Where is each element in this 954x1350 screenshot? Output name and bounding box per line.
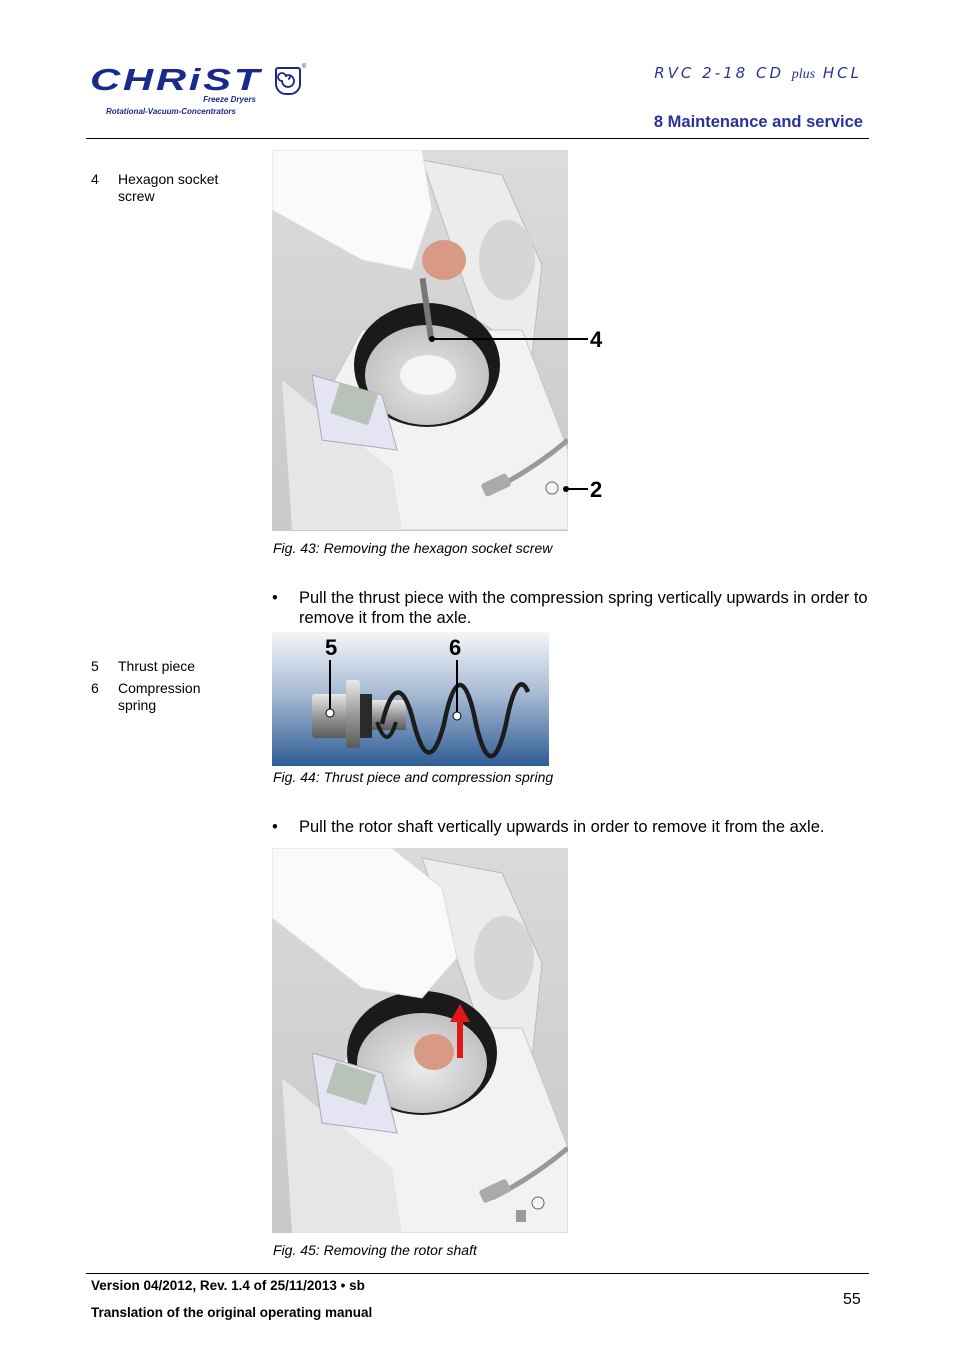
section-title: 8 Maintenance and service bbox=[653, 113, 863, 131]
logo-wordmark: CHRiST bbox=[90, 62, 262, 97]
fig43-callout-4: 4 bbox=[590, 327, 603, 352]
fig45-photo bbox=[272, 848, 568, 1233]
legend-label: Thrust piece bbox=[118, 658, 196, 674]
model-name: RVC 2-18 CD plus HCL bbox=[654, 64, 862, 82]
legend-fig44-item-6 bbox=[91, 680, 261, 713]
brand-logo bbox=[90, 62, 320, 122]
header-rule bbox=[86, 138, 869, 139]
logo-tagline-2: Rotational-Vacuum-Concentrators bbox=[106, 107, 236, 116]
legend-fig44-item-5 bbox=[91, 658, 261, 678]
fig44-callout-5: 5 bbox=[325, 635, 338, 660]
legend-label: Compression spring bbox=[118, 680, 201, 713]
step-thrust-piece bbox=[272, 588, 872, 632]
logo-seal-icon bbox=[275, 67, 301, 95]
footer-rule bbox=[86, 1273, 869, 1274]
fig44-caption: Fig. 44: Thrust piece and compression spring bbox=[273, 769, 554, 785]
legend-fig43 bbox=[91, 171, 251, 211]
logo-tagline-1: Freeze Dryers bbox=[203, 95, 256, 104]
legend-number: 5 bbox=[91, 658, 99, 674]
fig43-callout-2: 2 bbox=[590, 477, 603, 502]
legend-label: Hexagon socket screw bbox=[118, 171, 219, 204]
registered-mark: ® bbox=[302, 64, 307, 70]
legend-number: 6 bbox=[91, 680, 99, 696]
fig43-caption: Fig. 43: Removing the hexagon socket screw bbox=[273, 540, 553, 556]
step-text: Pull the rotor shaft vertically upwards in order to remove it from the axle. bbox=[299, 818, 825, 836]
step-rotor-shaft bbox=[272, 817, 872, 839]
page-number: 55 bbox=[843, 1291, 861, 1308]
footer-translation: Translation of the original operating manual bbox=[91, 1305, 373, 1320]
fig45-caption: Fig. 45: Removing the rotor shaft bbox=[273, 1242, 477, 1258]
footer-version: Version 04/2012, Rev. 1.4 of 25/11/2013 • sb bbox=[91, 1278, 365, 1293]
fig44-callout-6: 6 bbox=[449, 635, 462, 660]
legend-number: 4 bbox=[91, 171, 99, 187]
bullet-icon: • bbox=[272, 818, 278, 836]
step-text: Pull the thrust piece with the compression spring vertically upwards in order to remove it from the axle. bbox=[299, 589, 868, 627]
fig44-photo bbox=[272, 632, 549, 766]
bullet-icon: • bbox=[272, 589, 278, 607]
